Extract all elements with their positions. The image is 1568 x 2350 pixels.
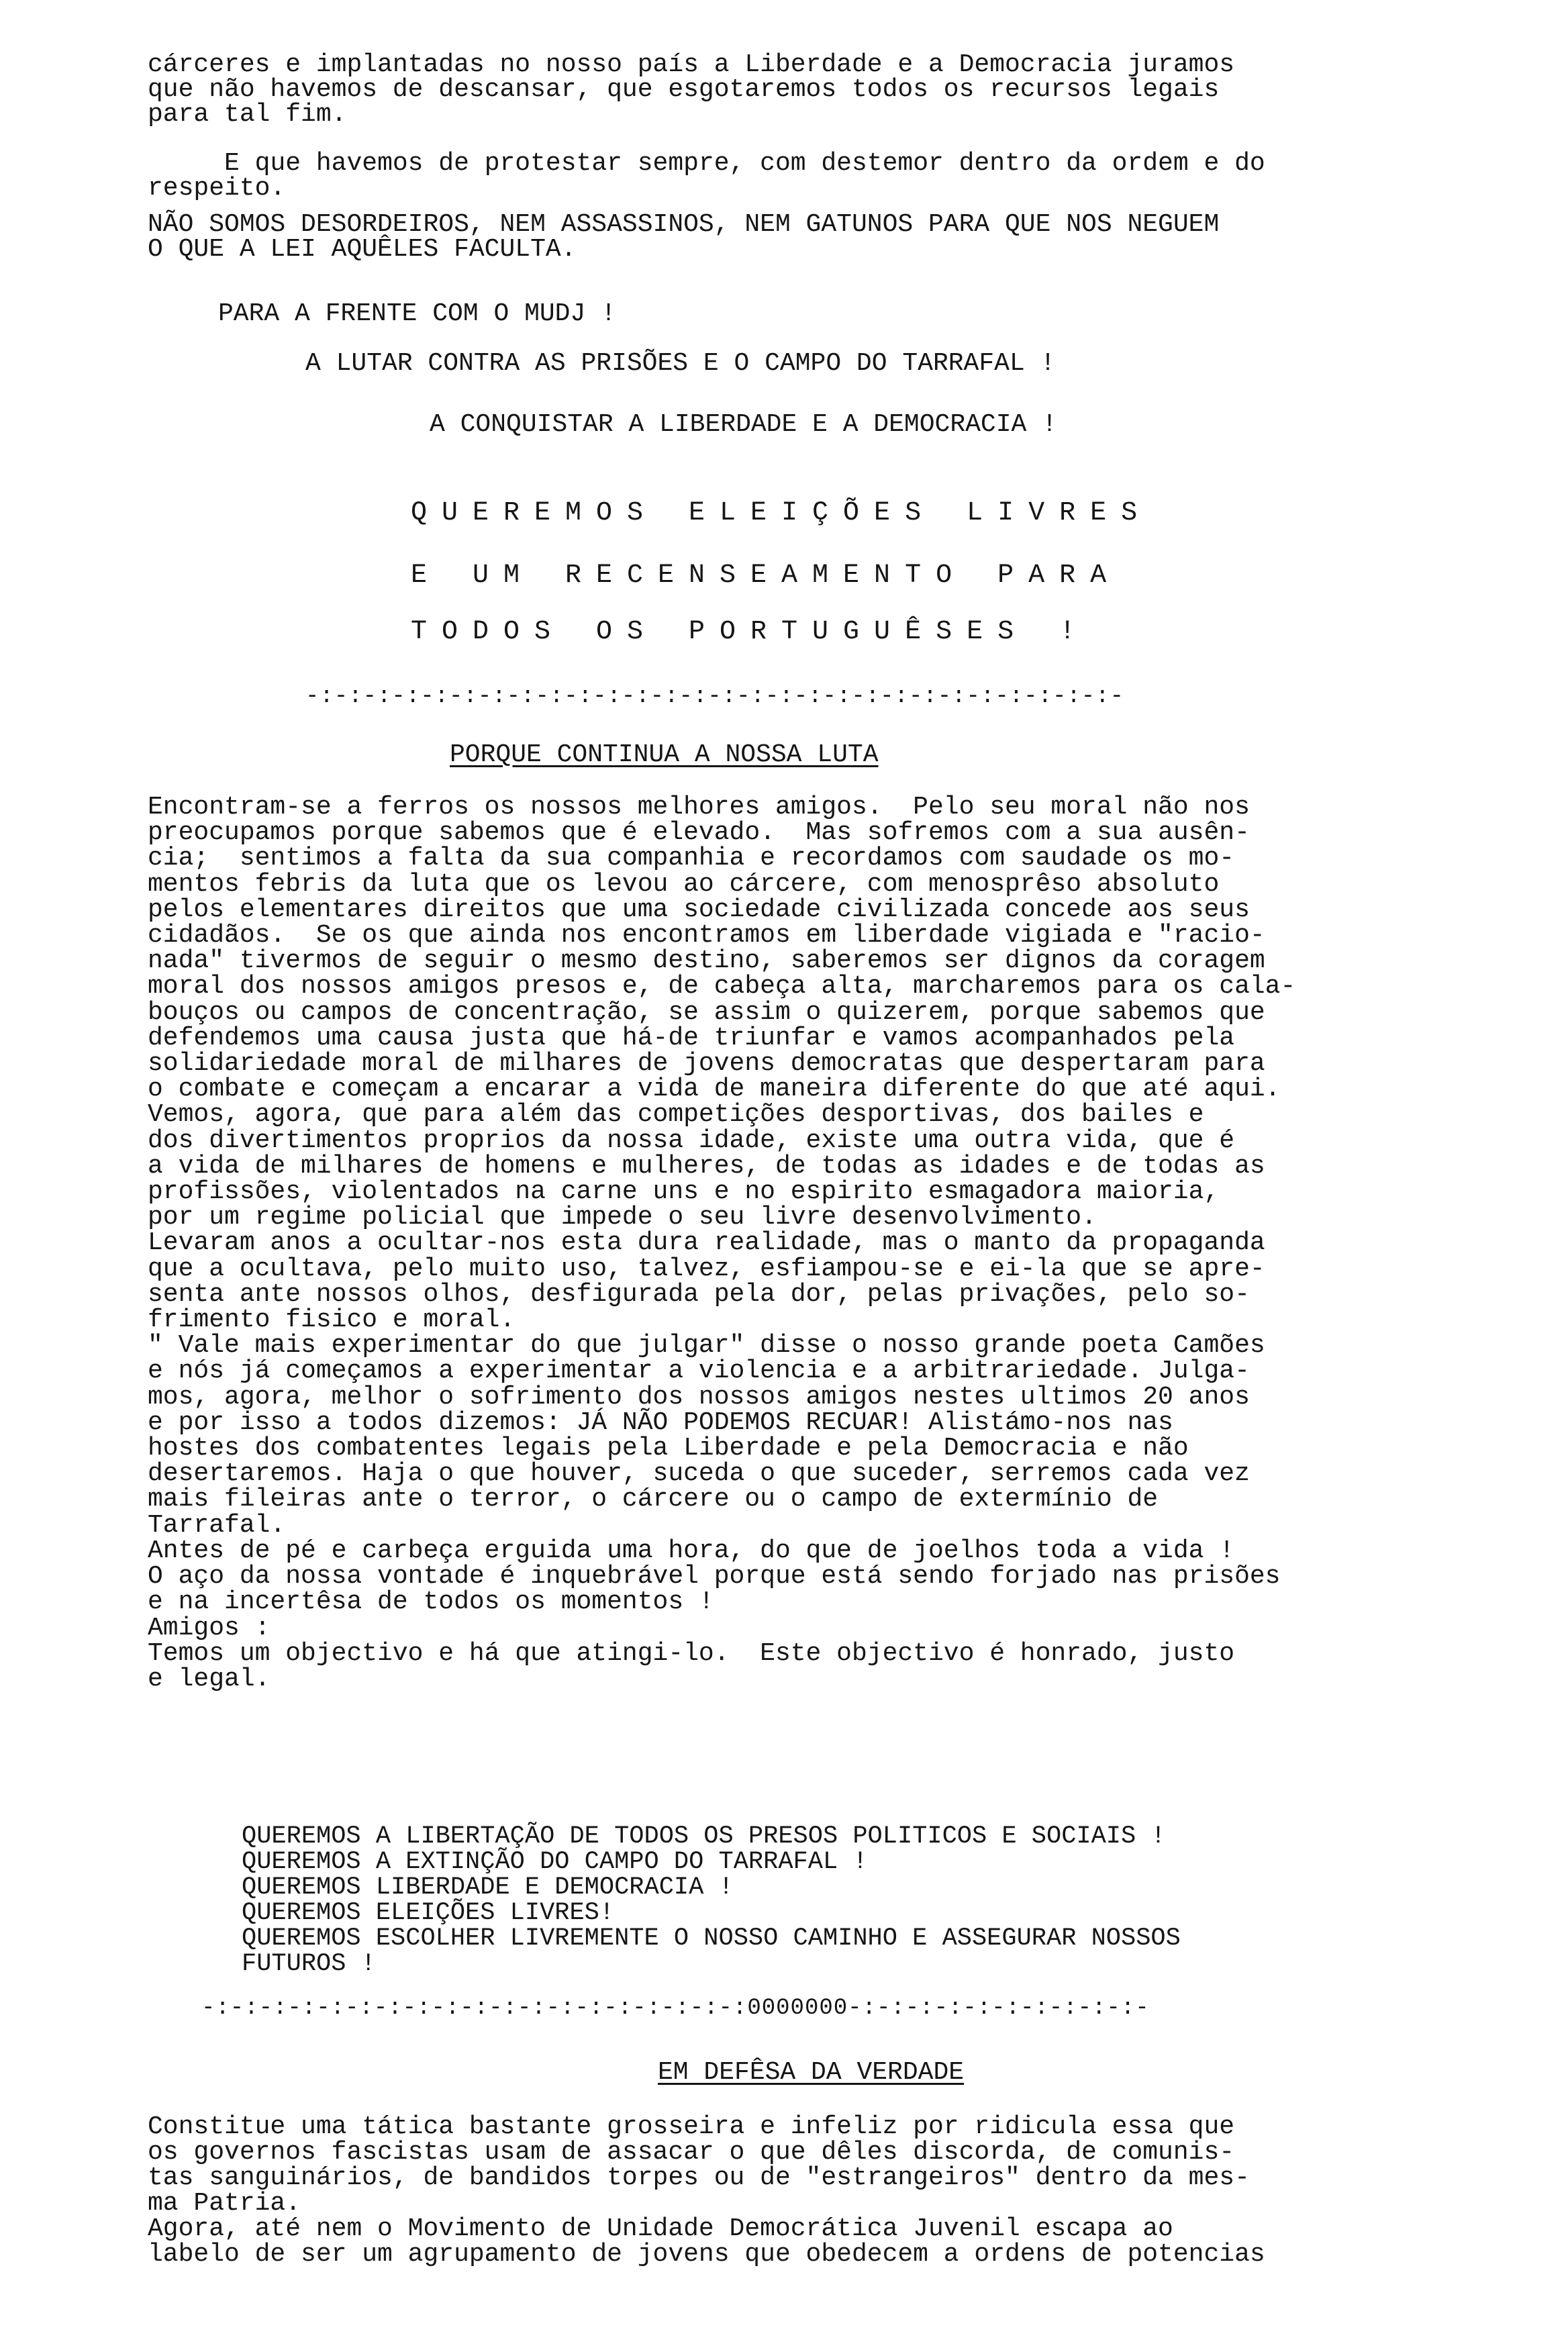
separator-1: -:-:-:-:-:-:-:-:-:-:-:-:-:-:-:-:-:-:-:-:-:-:-:-:-:-:-:-:- <box>305 684 1124 709</box>
section-title-truth: EM DEFÊSA DA VERDADE <box>658 2058 965 2087</box>
intro-paragraph-2: E que havemos de protestar sempre, com destemor dentro da ordem e do respeito. <box>148 149 1265 203</box>
intro-paragraph-1: cárceres e implantadas no nosso país a Liberdade e a Democracia juramos que não havemos de descansar, que esgotaremos todos os recursos legais para tal fim. <box>148 50 1235 129</box>
intro-paragraph-3: NÃO SOMOS DESORDEIROS, NEM ASSASSINOS, NEM GATUNOS PARA QUE NOS NEGUEM O QUE A LEI AQUÊLES FACULTA. <box>148 210 1220 264</box>
slogan-census: E UM RECENSEAMENTO PARA <box>411 560 1122 591</box>
slogan-prisons: A LUTAR CONTRA AS PRISÕES E O CAMPO DO TARRAFAL ! <box>305 349 1056 378</box>
slogan-portuguese: TODOS OS PORTUGUÊSES ! <box>411 617 1091 647</box>
separator-2: -:-:-:-:-:-:-:-:-:-:-:-:-:-:-:-:-:-:-:0000000-:-:-:-:-:-:-:-:-:-:- <box>201 1996 1150 2021</box>
demands-list: QUEREMOS A LIBERTAÇÃO DE TODOS OS PRESOS POLITICOS E SOCIAIS ! QUEREMOS A EXTINÇÃO DO CAMPO DO TARRAFAL ! QUEREMOS LIBERDADE E DEMOCRACIA ! QUEREMOS ELEIÇÕES LIVRES! QUEREMOS ESCOLHER LIVREMENTE O NOSSO CAMINHO E ASSEGURAR NOSSOS FUTUROS ! <box>242 1822 1181 1978</box>
section-title-struggle: PORQUE CONTINUA A NOSSA LUTA <box>450 740 879 769</box>
slogan-elections: QUEREMOS ELEIÇÕES LIVRES <box>411 498 1153 528</box>
slogan-forward: PARA A FRENTE COM O MUDJ ! <box>218 299 616 328</box>
slogan-liberty: A CONQUISTAR A LIBERDADE E A DEMOCRACIA ! <box>430 410 1057 439</box>
section-body-struggle: Encontram-se a ferros os nossos melhores amigos. Pelo seu moral não nos preocupamos porque sabemos que é elevado. Mas sofremos com a sua ausên- cia; sentimos a falta da sua companhia e recordamos com saudade os mo- mentos febris da luta que os levou ao cárcere, com menosprêso absoluto pelos elementares direitos que uma sociedade civilizada concede aos seus cidadãos. Se os que ainda nos encontramos em liberdade vigiada e "racio- nada" tivermos de seguir o mesmo destino, saberemos ser dignos da coragem moral dos nossos amigos presos e, de cabeça alta, marcharemos para os cala- bouços ou campos de concentração, se assim o quizerem, porque sabemos que defendemos uma causa justa que há-de triunfar e vamos acompanhados pela solidariedade moral de milhares de jovens democratas que despertaram para o combate e começam a encarar a vida de maneira diferente do que até aqui. Vemos, agora, que para além das competições desportivas, dos bailes e dos divertimentos proprios da nossa idade, existe uma outra vida, que é a vida de milhares de homens e mulheres, de todas as idades e de todas as profissões, violentados na carne uns e no espirito esmagadora maioria, por um regime policial que impede o seu livre desenvolvimento. Levaram anos a ocultar-nos esta dura realidade, mas o manto da propaganda que a ocultava, pelo muito uso, talvez, esfiampou-se e ei-la que se apre- senta ante nossos olhos, desfigurada pela dor, pelas privações, pelo so- frimento fisico e moral. " Vale mais experimentar do que julgar" disse o nosso grande poeta Camões e nós já começamos a experimentar a violencia e a arbitrariedade. Julga- mos, agora, melhor o sofrimento dos nossos amigos nestes ultimos 20 anos e por isso a todos dizemos: JÁ NÃO PODEMOS RECUAR! Alistámo-nos nas hostes dos combatentes legais pela Liberdade e pela Democracia e não desertaremos. Haja o que houver, suceda o que suceder, serremos cada vez mais fileiras ante o terror, o cárcere ou o campo de extermínio de Tarrafal. Antes de pé e carbeça erguida uma hora, do que de joelhos toda a vida ! O aço da nossa vontade é inquebrável porque está sendo forjado nas prisões e na incertêsa de todos os momentos ! Amigos : Temos um objectivo e há que atingi-lo. Este objectivo é honrado, justo e legal. <box>148 793 1296 1694</box>
section-body-truth: Constitue uma tática bastante grosseira e infeliz por ridicula essa que os governos fascistas usam de assacar o que dêles discorda, de comunis- tas sanguinários, de bandidos torpes ou de "estrangeiros" dentro da mes- ma Patria. Agora, até nem o Movimento de Unidade Democrática Juvenil escapa ao labelo de ser um agrupamento de jovens que obedecem a ordens de potencias <box>148 2112 1265 2269</box>
